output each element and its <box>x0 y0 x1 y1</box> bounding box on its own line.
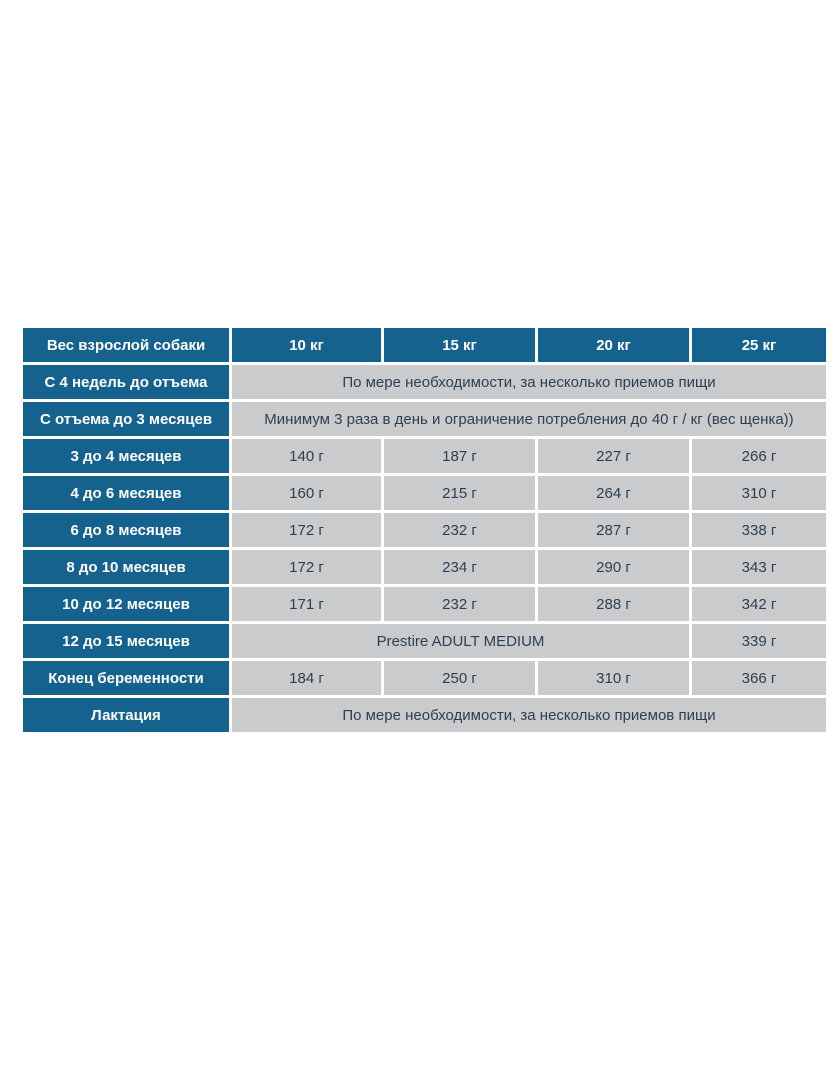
header-cell-10kg: 10 кг <box>232 328 381 362</box>
table-row <box>23 550 826 584</box>
value-cell: 339 г <box>692 624 826 658</box>
table-header-row <box>23 328 826 362</box>
header-cell-15kg: 15 кг <box>384 328 535 362</box>
value-cell: 172 г <box>232 550 381 584</box>
value-cell: 227 г <box>538 439 689 473</box>
value-cell: 310 г <box>692 476 826 510</box>
table-row <box>23 513 826 547</box>
value-cell: 187 г <box>384 439 535 473</box>
row-label: С 4 недель до отъема <box>23 365 229 399</box>
value-cell: 215 г <box>384 476 535 510</box>
table-row <box>23 365 826 399</box>
value-cell: 140 г <box>232 439 381 473</box>
header-cell-20kg: 20 кг <box>538 328 689 362</box>
table-row <box>23 661 826 695</box>
value-cell: 343 г <box>692 550 826 584</box>
header-cell-25kg: 25 кг <box>692 328 826 362</box>
value-cell: 366 г <box>692 661 826 695</box>
row-label: С отъема до 3 месяцев <box>23 402 229 436</box>
table-row <box>23 402 826 436</box>
value-cell: 338 г <box>692 513 826 547</box>
feeding-table <box>20 325 829 735</box>
value-cell: 290 г <box>538 550 689 584</box>
header-cell-weight: Вес взрослой собаки <box>23 328 229 362</box>
table-row <box>23 698 826 732</box>
value-cell: 160 г <box>232 476 381 510</box>
value-cell: 287 г <box>538 513 689 547</box>
value-cell: 310 г <box>538 661 689 695</box>
table-row <box>23 476 826 510</box>
row-label: 12 до 15 месяцев <box>23 624 229 658</box>
row-label: Конец беременности <box>23 661 229 695</box>
value-cell: 184 г <box>232 661 381 695</box>
row-label: 6 до 8 месяцев <box>23 513 229 547</box>
row-label: Лактация <box>23 698 229 732</box>
value-cell: 232 г <box>384 587 535 621</box>
value-cell: 232 г <box>384 513 535 547</box>
row-label: 4 до 6 месяцев <box>23 476 229 510</box>
merged-cell: Prestire ADULT MEDIUM <box>232 624 689 658</box>
table-row <box>23 439 826 473</box>
value-cell: 266 г <box>692 439 826 473</box>
value-cell: 288 г <box>538 587 689 621</box>
value-cell: 172 г <box>232 513 381 547</box>
value-cell: 264 г <box>538 476 689 510</box>
value-cell: 171 г <box>232 587 381 621</box>
value-cell: 250 г <box>384 661 535 695</box>
table-row <box>23 587 826 621</box>
row-label: 10 до 12 месяцев <box>23 587 229 621</box>
table-row <box>23 624 826 658</box>
value-cell: 342 г <box>692 587 826 621</box>
merged-cell: По мере необходимости, за несколько приемов пищи <box>232 698 826 732</box>
feeding-table-wrapper <box>23 328 829 732</box>
row-label: 8 до 10 месяцев <box>23 550 229 584</box>
value-cell: 234 г <box>384 550 535 584</box>
row-label: 3 до 4 месяцев <box>23 439 229 473</box>
merged-cell: Минимум 3 раза в день и ограничение потребления до 40 г / кг (вес щенка)) <box>232 402 826 436</box>
merged-cell: По мере необходимости, за несколько приемов пищи <box>232 365 826 399</box>
